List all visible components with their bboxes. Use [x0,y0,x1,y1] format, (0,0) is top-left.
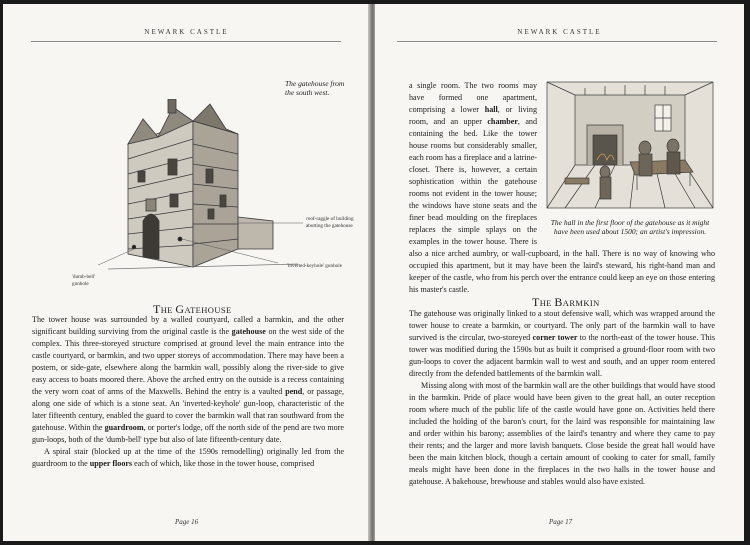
illustration-caption: The gatehouse from the south west. [285,79,345,97]
section-heading: THE BARMKIN [532,295,600,309]
hall-illustration-box [545,80,715,248]
paragraph: The tower house was surrounded by a walled courtyard, called a barmkin, and the other significant building surviving from the original castle is the gatehouse on the west side of the complex. This three-storeyed structure comprised at ground level the main entrance into the castle courtyard, or barmkin, and two upper storeys of accommodation. There may have been a postern, or side-gate, elsewhere along the barmkin wall, possibly along the river-side to give easy access to boats moored there. Above the arched entry on the outside is a recess containing the very worn coat of arms of the Maxwells. Behind the entry is a vaulted pend, or passage, along one side of which is a stone seat. An 'inverted-keyhole' gun-loop, characteristic of the later fifteenth century, enabled the guard to cover the barmkin wall that ran southward from the gatehouse. Within the guardroom, or porter's lodge, off the north side of the pend are two more gun-loops, both of the 'dumb-bell' type but also of late fifteenth-century date. [32,315,344,444]
running-head: NEWARK CASTLE [144,28,229,36]
page-number: Page 16 [175,518,199,526]
paragraph: a single room. The two rooms may have formed one apartment, comprising a lower hall, or living room, and an upper chamber, and containing the bed. Like the tower house rooms but considerably smaller, each room has a fireplace and a latrine-closet. There is, however, a certain sophistication within the gatehouse rooms not evident in the tower house; the windows have stone seats and the finer bead moulding on the fireplaces replaces the simple splays on the examples in the tower house. There is also a nice arched aumbry, or wall-cupboard, in the hall. There is no way of knowing who occupied this apartment, but it may have been the laird's steward, his right-hand man and keeper of the castle, who from his perch over the entrance could keep an eye on those entering his master's castle. [409,81,715,294]
header-rule [31,41,341,42]
paragraph: A spiral stair (blocked up at the time of the 1590s remodelling) originally led from the guardroom to the upper floors each of which, like those in the tower house, comprised [32,447,344,468]
hall-illustration [545,80,715,210]
label-dumb-bell: 'dumb-bell' gunhole [72,274,96,287]
body-text [32,314,344,470]
label-inverted-keyhole: 'inverted-keyhole' gunhole [287,263,343,269]
illustration-caption: The hall in the first floor of the gatehouse as it might have been used about 1500; an artist's impression. [550,218,710,236]
paragraph: The gatehouse was originally linked to a stout defensive wall, which was wrapped around the tower house to create a barmkin, or courtyard. The only part of the barmkin wall to have survived is the circular, two-storeyed corner tower to the north-east of the tower house. This tower was modified during the 1590s but as built it comprised a ground-floor room with two gun-loops to cover the adjacent barmkin wall to west and south, and an upper room entered directly from the defended battlements of the barmkin wall. [409,309,715,378]
body-text [409,308,715,488]
body-text [409,80,715,296]
running-head: NEWARK CASTLE [517,28,602,36]
paragraph: Missing along with most of the barmkin wall are the other buildings that would have stood in the barmkin. Pride of place would have been given to the great hall, an outer reception room where much of the public life of the castle would have gone on. Activities held there included the holding of the baron's court, for the laird was responsible for maintaining law and order within his barony; assemblies of the laird's tenantry and where they came to pay their rents; and the larger and more lavish banquets. Close beside the great hall would have been the main kitchen block, though a certain amount of cooking to cater for small, family meals might have been done in the fireplaces in the two halls in the tower house and gatehouse. A bakehouse, brewhouse and stables would also have existed. [409,381,715,486]
label-roof-raggle: roof-raggle of building abutting the gatehouse [306,216,354,229]
header-rule [397,41,717,42]
section-heading: THE GATEHOUSE [153,302,232,316]
left-page [3,4,370,541]
gatehouse-illustration [98,99,303,279]
page-number: Page 17 [549,518,573,526]
right-page [375,4,744,541]
